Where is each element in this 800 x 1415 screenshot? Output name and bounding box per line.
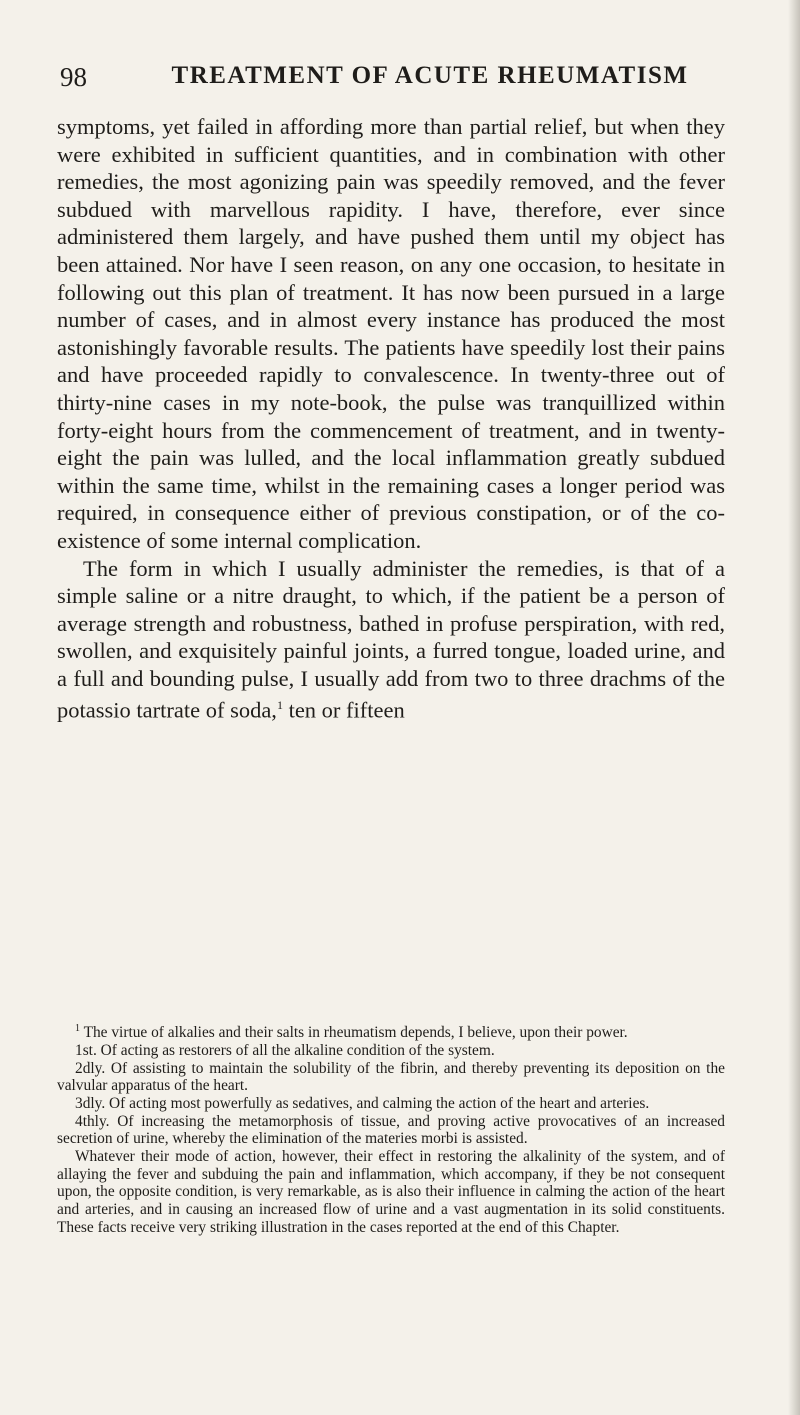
footnote-reference: 1 — [276, 698, 283, 713]
footnote-intro-text: The virtue of alkalies and their salts in rheumatism depends, I believe, upon their power. — [83, 1024, 628, 1042]
paragraph-remedies-text: The form in which I usually administer the remedies, is that of a simple saline or a nitre draught, to which, if the patient be a person of average strength and robustness, bathed in profuse perspiration, with red, swollen, and exquisitely painful joints, a furred tongue, loaded urine, and a full and bounding pulse, I usually add from two to three drachms of the potassio tartrate of soda, — [57, 555, 725, 723]
footnote-closing: Whatever their mode of action, however, their effect in restoring the alkalinity of the system, and of allaying the fever and subduing the pain and inflammation, which accompany, if they be not consequent upon, the opposite condition, is very remarkable, as is also their influence in calming the action of the heart and arteries, and in causing an increased flow of urine and a vast augmentation in its solid constituents. These facts receive very striking illustration in the cases reported at the end of this Chapter. — [57, 1148, 725, 1236]
footnote-item: 3dly. Of acting most powerfully as sedatives, and calming the action of the heart and arteries. — [75, 1094, 650, 1112]
footnote-item: 1st. Of acting as restorers of all the alkaline condition of the system. — [75, 1041, 495, 1059]
running-head: TREATMENT OF ACUTE RHEUMATISM — [171, 62, 689, 89]
body-text — [57, 113, 725, 725]
paragraph-continuation: symptoms, yet failed in affording more than partial relief, but when they were exhibited in sufficient quantities, and in combination with other remedies, the most agonizing pain was speedily removed, and the fever subdued with marvellous rapidity. I have, therefore, ever since administered them largely, and have pushed them until my object has been attained. Nor have I seen reason, on any one occasion, to hesitate in following out this plan of treatment. It has now been pursued in a large number of cases, and in almost every instance has produced the most astonishingly favorable results. The patients have speedily lost their pains and have proceeded rapidly to convalescence. In twenty-three out of thirty-nine cases in my note-book, the pulse was tranquillized within forty-eight hours from the commencement of treatment, and in twenty-eight the pain was lulled, and the local inflammation greatly subdued within the same time, whilst in the remaining cases a longer period was required, in consequence either of previous constipation, or of the co-existence of some internal complication. — [57, 114, 725, 553]
page-header — [60, 62, 760, 102]
footnote-intro — [57, 1020, 725, 1042]
paragraph-remedies-tail: ten or fifteen — [288, 697, 405, 723]
footnote-item: 4thly. Of increasing the metamorphosis of tissue, and proving active provocatives of an increased secretion of urine, whereby the elimination of the materies morbi is assisted. — [57, 1112, 725, 1148]
page-edge-shadow — [788, 0, 800, 1415]
footnotes — [57, 1020, 725, 1237]
paragraph-remedies — [57, 555, 725, 725]
footnote-item: 2dly. Of assisting to maintain the solubility of the fibrin, and thereby preventing its deposition on the valvular apparatus of the heart. — [57, 1059, 725, 1095]
page-number: 98 — [60, 62, 87, 92]
footnote-marker: 1 — [75, 1023, 80, 1034]
